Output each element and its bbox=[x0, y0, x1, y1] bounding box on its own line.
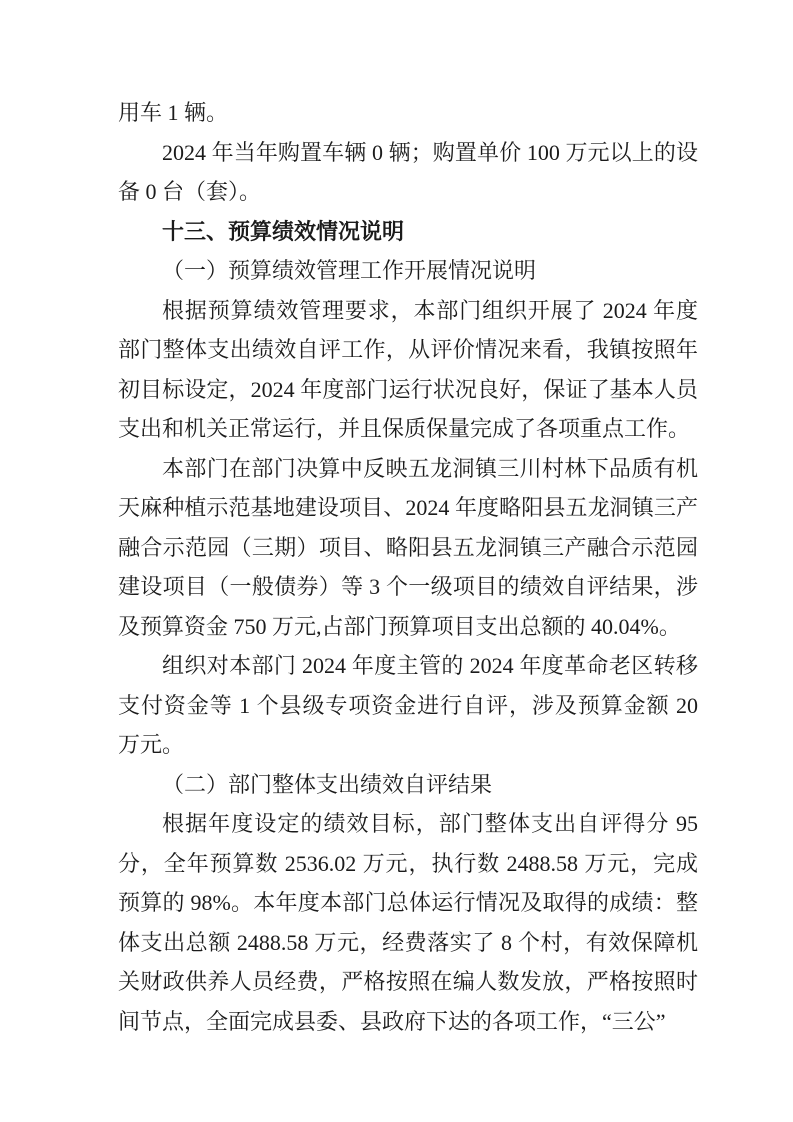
paragraph-continuation: 用车 1 辆。 bbox=[118, 100, 229, 125]
paragraph: 组织对本部门 2024 年度主管的 2024 年度革命老区转移支付资金等 1 个县级专项资金进行自评，涉及预算金额 20 万元。 bbox=[118, 653, 698, 757]
paragraph: 本部门在部门决算中反映五龙洞镇三川村林下品质有机天麻种植示范基地建设项目、2024 年度略阳县五龙洞镇三产融合示范园（三期）项目、略阳县五龙洞镇三产融合示范园建设项目（一般债券）等 3 个一级项目的绩效自评结果，涉及预算资金 750 万元,占部门预算项目支出总额的 40.04%。 bbox=[118, 455, 698, 639]
section-heading: 十三、预算绩效情况说明 bbox=[162, 218, 405, 244]
subsection-heading: （一）预算绩效管理工作开展情况说明 bbox=[162, 258, 537, 283]
paragraph: 根据年度设定的绩效目标，部门整体支出自评得分 95 分，全年预算数 2536.02 万元，执行数 2488.58 万元，完成预算的 98%。本年度本部门总体运行情况及取得的成绩：整体支出总额 2488.58 万元，经费落实了 8 个村，有效保障机关财政供养人员经费，严格按照在编人数发放，严格按照时间节点，全面完成县委、县政府下达的各项工作，“三公” bbox=[118, 811, 698, 1034]
paragraph: 2024 年当年购置车辆 0 辆；购置单价 100 万元以上的设备 0 台（套）。 bbox=[118, 139, 698, 204]
paragraph: 根据预算绩效管理要求，本部门组织开展了 2024 年度部门整体支出绩效自评工作，从评价情况来看，我镇按照年初目标设定，2024 年度部门运行状况良好，保证了基本人员支出和机关正常运行，并且保质保量完成了各项重点工作。 bbox=[118, 297, 698, 441]
subsection-heading: （二）部门整体支出绩效自评结果 bbox=[162, 771, 493, 797]
